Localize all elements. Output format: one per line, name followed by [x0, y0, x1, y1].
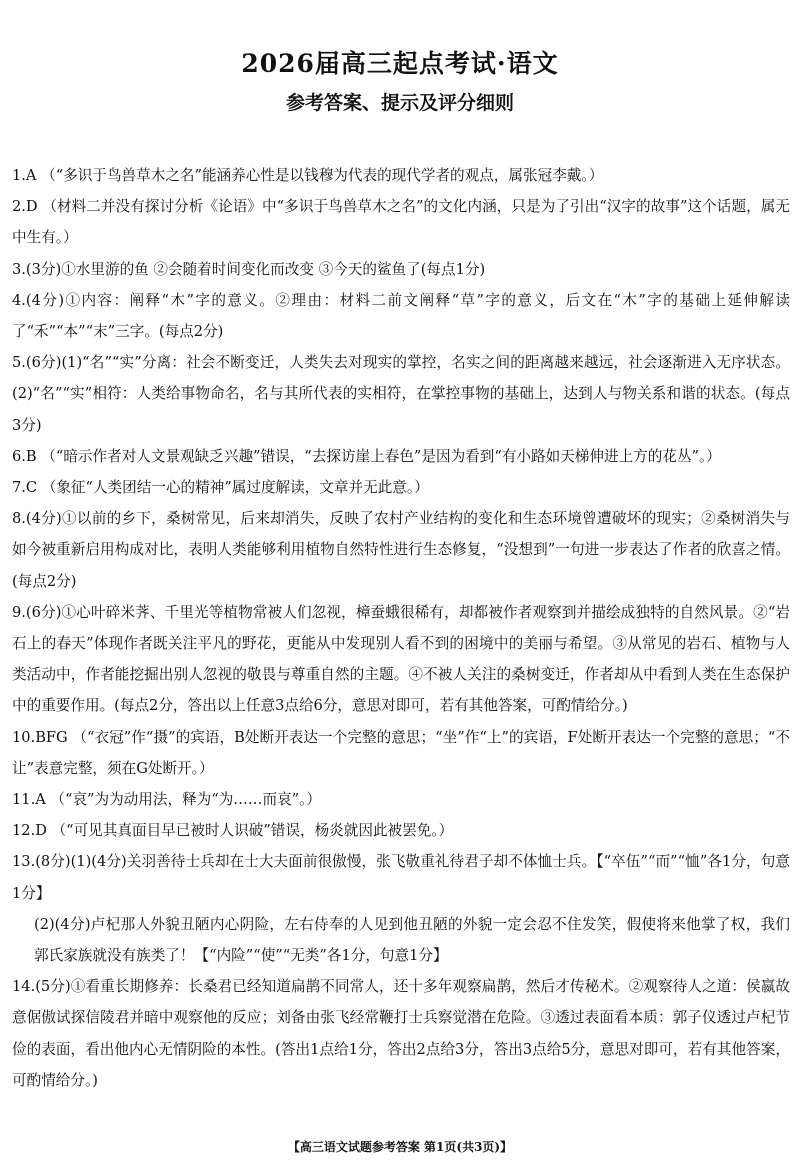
page-title: 2026届高三起点考试·语文 [241, 49, 559, 78]
answer-item-14: 14.(5分)①看重长期修养：长桑君已经知道扁鹊不同常人，还十多年观察扁鹊，然后才传秘术。②观察待人之道：侯嬴故意倨傲试探信陵君并暗中观察他的反应；刘备由张飞经常鞭打士兵察觉潜在危险。③透过表面看本质：郭子仪透过卢杞节俭的表面，看出他内心无情阴险的本性。(答出1点给1分，答出2点给3分，答出3点给5分，意思对即可，若有其他答案，可酌情给分。) [12, 978, 790, 1089]
answer-item-4: 4.(4分)①内容：阐释“木”字的意义。②理由：材料二前文阐释“草”字的意义，后文在“木”字的基础上延伸解读了“禾”“本”“末”三字。(每点2分) [12, 291, 790, 341]
answer-item-13: 13.(8分)(1)(4分)关羽善待士兵却在士大夫面前很傲慢，张飞敬重礼待君子却不体恤士兵。【“卒伍”“而”“恤”各1分，句意1分】 [12, 853, 790, 902]
answer-item-3: 3.(3分)①水里游的鱼 ②会随着时间变化而改变 ③今天的鲨鱼了(每点1分) [12, 260, 486, 278]
answer-item-13-part-2: (2)(4分)卢杞那人外貌丑陋内心阴险，左右侍奉的人见到他丑陋的外貌一定会忍不住发笑，假使将来他掌了权，我们郭氏家族就没有族类了！【“内险”“使”“无类”各1分，句意1分】 [34, 915, 790, 965]
answer-item-10: 10.BFG （“衣冠”作“摄”的宾语，B处断开表达一个完整的意思；“坐”作“上”的宾语，F处断开表达一个完整的意思；“不让”表意完整，须在G处断开。） [12, 728, 790, 777]
answer-item-7: 7.C （象征“人类团结一心的精神”属过度解读，文章并无此意。） [12, 479, 429, 497]
answer-item-6: 6.B （“暗示作者对人文景观缺乏兴趣”错误，“去探访崖上春色”是因为看到“有小路如天梯伸进上方的花丛”。） [12, 447, 721, 465]
answer-item-11: 11.A （“哀”为为动用法，释为“为……而哀”。） [12, 791, 322, 809]
answer-item-5: 5.(6分)(1)“名”“实”分离：社会不断变迁，人类失去对现实的掌控，名实之间的距离越来越远，社会逐渐进入无序状态。(2)“名”“实”相符：人类给事物命名，名与其所代表的实相符，在掌控事物的基础上，达到人与物关系和谐的状态。(每点3分) [12, 354, 790, 434]
answer-item-8: 8.(4分)①以前的乡下，桑树常见，后来却消失，反映了农村产业结构的变化和生态环境曾遭破坏的现实；②桑树消失与如今被重新启用构成对比，表明人类能够利用植物自然特性进行生态修复，“没想到”一句进一步表达了作者的欣喜之情。(每点2分) [12, 510, 790, 590]
answer-item-12: 12.D （“可见其真面目早已被时人识破”错误，杨炎就因此被罢免。） [12, 822, 454, 840]
answer-item-9: 9.(6分)①心叶碎米荠、千里光等植物常被人们忽视，樟蚕蛾很稀有，却都被作者观察到并描绘成独特的自然风景。②“岩石上的春天”体现作者既关注平凡的野花，更能从中发现别人看不到的困境中的美丽与希望。③从常见的岩石、植物与人类活动中，作者能挖掘出别人忽视的敬畏与尊重自然的主题。④不被人关注的桑树变迁，作者却从中看到人类在生态保护中的重要作用。(每点2分，答出以上任意3点给6分，意思对即可，若有其他答案，可酌情给分。) [12, 603, 790, 715]
answer-list [12, 160, 790, 1096]
answer-item-1: 1.A （“多识于鸟兽草木之名”能涵养心性是以钱穆为代表的现代学者的观点，属张冠李戴。） [12, 167, 604, 184]
page-footer: 【高三语文试题参考答案 第1页(共3页)】 [287, 1140, 513, 1154]
answer-item-2: 2.D （材料二并没有探讨分析《论语》中“多识于鸟兽草木之名”的文化内涵，只是为了引出“汉字的故事”这个话题，属无中生有。） [12, 198, 790, 247]
page-subtitle: 参考答案、提示及评分细则 [285, 92, 514, 114]
